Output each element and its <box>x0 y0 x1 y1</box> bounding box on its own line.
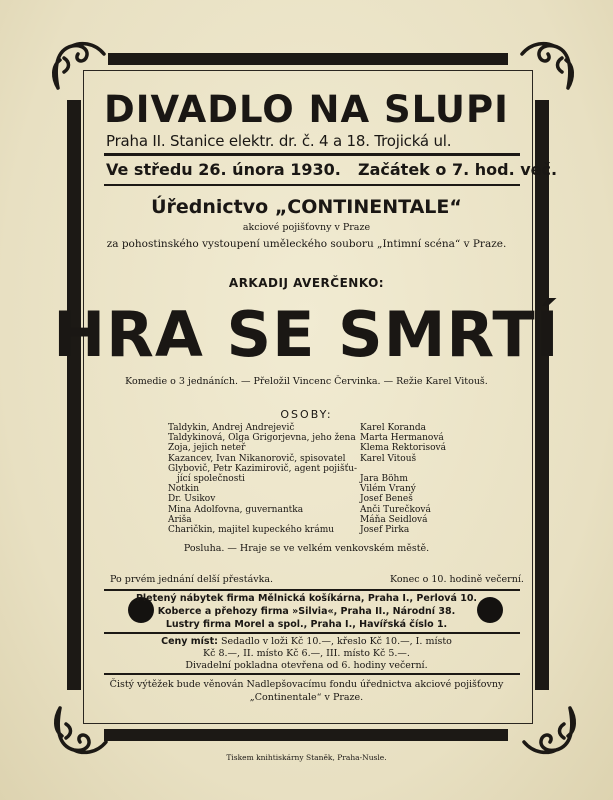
advert-line: Pletený nábytek firma Mělnická košíkárna, Praha I., Perlová 10. <box>135 593 478 604</box>
organizer-subtitle: akciové pojišťovny v Praze <box>242 222 371 233</box>
end-time: Konec o 10. hodině večerní. <box>390 574 524 585</box>
cast-row: Glybovič, Petr Kazimirovič, agent pojišťu- <box>168 463 358 474</box>
cast-row: Taldykinová, Olga Grigorjevna, jeho žena Marta Hermanová <box>168 433 444 444</box>
cast-row: Notkin Vilém Vraný <box>168 484 416 495</box>
theatre-name: DIVADLO NA SLUPI <box>104 88 509 131</box>
theatre-address: Praha II. Stanice elektr. dr. č. 4 a 18. Trojická ul. <box>106 132 452 150</box>
cast-row: Mina Adolfovna, guvernantka Anči Turečková <box>168 504 431 515</box>
divider <box>104 184 520 186</box>
frame-bottom-bar <box>104 729 508 741</box>
corner-ornament-icon <box>518 38 576 96</box>
prices-line-2: Kč 8.—, II. místo Kč 6.—, III. místo Kč 5.—. <box>203 648 410 659</box>
prices-label: Ceny míst: <box>161 636 218 647</box>
proceeds-note: Čistý výtěžek bude věnován Nadlepšovacímu fondu úřednictva akciové pojišťovny <box>109 679 504 690</box>
corner-ornament-icon <box>52 700 110 758</box>
divider <box>104 673 520 675</box>
advert-line: Koberce a přehozy firma »Silvia«, Praha II., Národní 38. <box>157 606 456 617</box>
cast-row: jící společnosti Jara Böhm <box>177 473 408 484</box>
cast-row: Zoja, jejich neteř Klema Rektorisová <box>168 443 446 454</box>
cast-row: Dr. Usikov Josef Beneš <box>168 494 413 505</box>
printer-credit: Tiskem knihtiskárny Staněk, Praha-Nusle. <box>226 753 387 762</box>
cast-row: Kazancev, Ivan Nikanorovič, spisovatel Karel Vitouš <box>168 453 417 464</box>
frame-top-bar <box>108 53 508 65</box>
interval-note: Po prvém jednání delší přestávka. <box>110 574 274 585</box>
cast-heading: OSOBY: <box>280 408 333 421</box>
advert-line: Lustry firma Morel a spol., Praha I., Havířská číslo 1. <box>165 619 448 630</box>
start-time: Začátek o 7. hod. več. <box>358 160 558 179</box>
organizer: Úřednictvo „CONTINENTALE“ <box>151 196 462 218</box>
corner-ornament-icon <box>50 38 108 96</box>
divider <box>104 153 520 156</box>
performance-date: Ve středu 26. února 1930. <box>106 160 341 179</box>
divider <box>104 589 520 591</box>
cast-row: Taldykin, Andrej Andrejevič Karel Koranda <box>168 423 426 433</box>
play-title: HRA SE SMRTÍ <box>53 298 560 371</box>
corner-ornament-icon <box>520 700 578 758</box>
cast-list <box>168 423 468 535</box>
divider <box>104 632 520 634</box>
cast-row: Ariša Máňa Seidlová <box>168 514 428 525</box>
cast-row: Charičkin, majitel kupeckého krámu Josef Pirka <box>168 524 410 535</box>
proceeds-note-2: „Continentale“ v Praze. <box>249 692 364 703</box>
guest-ensemble-line: za pohostinského vystoupení uměleckého souboru „Intimní scéna“ v Praze. <box>106 238 507 250</box>
play-credits: Komedie o 3 jednáních. — Přeložil Vincenc Červinka. — Režie Karel Vitouš. <box>125 376 488 387</box>
box-office-hours: Divadelní pokladna otevřena od 6. hodiny večerní. <box>185 660 428 671</box>
prices-line: Ceny míst: Sedadlo v loži Kč 10.—, křeslo Kč 10.—, I. místo <box>161 636 452 647</box>
author: ARKADIJ AVERČENKO: <box>228 276 385 290</box>
extra-cast-note: Posluha. — Hraje se ve velkém venkovském městě. <box>183 543 430 554</box>
